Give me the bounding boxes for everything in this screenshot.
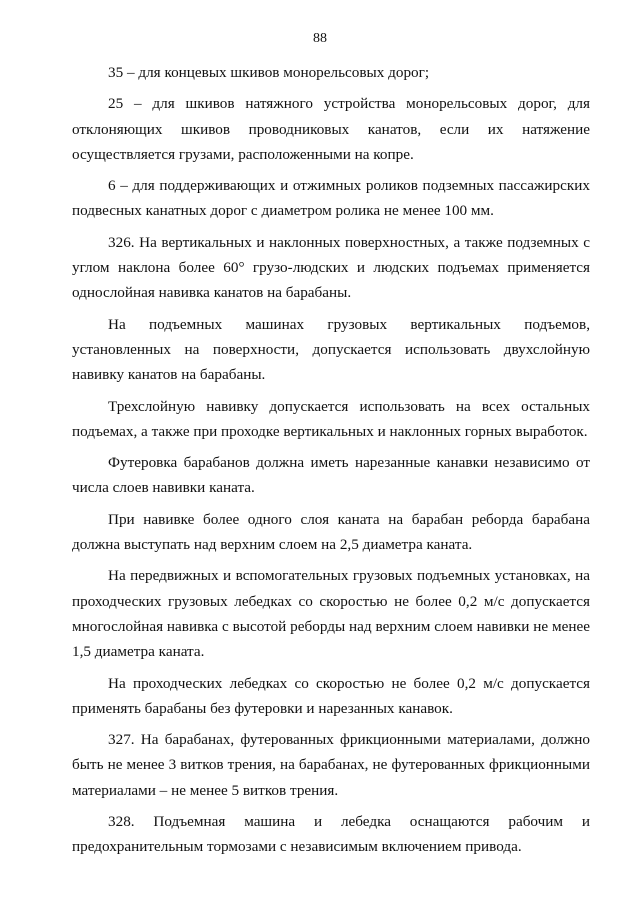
paragraph <box>72 507 590 558</box>
text-line: Трехслойную навивку допускается использовать на всех остальных <box>108 397 590 415</box>
paragraph <box>72 91 590 167</box>
paragraph <box>72 60 590 85</box>
text-line: многослойная навивка с высотой реборды над верхним слоем навивки не менее <box>72 617 590 635</box>
text-line: На передвижных и вспомогательных грузовых подъемных установках, на <box>108 567 590 585</box>
paragraph <box>72 727 590 803</box>
paragraph <box>72 563 590 664</box>
text-line: При навивке более одного слоя каната на барабан реборда барабана <box>108 510 590 528</box>
text-line: Футеровка барабанов должна иметь нарезанные канавки независимо от <box>108 454 590 472</box>
text-line: навивку канатов на барабаны. <box>72 366 266 384</box>
text-line: применять барабаны без футеровки и нарезанных канавок. <box>72 699 453 717</box>
text-line: предохранительным тормозами с независимым включением привода. <box>72 838 522 856</box>
text-line: проходческих грузовых лебедках со скоростью не более 0,2 м/с допускается <box>72 592 590 610</box>
text-line: быть не менее 3 витков трения, на барабанах, не футерованных фрикционными <box>72 756 590 774</box>
text-line: однослойная навивка канатов на барабаны. <box>72 284 352 302</box>
page-number: 88 <box>313 31 327 46</box>
text-line: 1,5 диаметра каната. <box>72 643 205 661</box>
text-line: подвесных канатных дорог с диаметром ролика не менее 100 мм. <box>72 202 494 220</box>
paragraph <box>72 312 590 388</box>
paragraph <box>72 809 590 860</box>
text-line: числа слоев навивки каната. <box>72 479 255 497</box>
text-line: подъемах, а также при проходке вертикальных и наклонных горных выработок. <box>72 422 588 440</box>
paragraph <box>72 173 590 224</box>
text-line: осуществляется грузами, расположенными на копре. <box>72 145 414 163</box>
text-line: 6 – для поддерживающих и отжимных роликов подземных пассажирских <box>108 177 590 195</box>
text-line: отклоняющих шкивов проводниковых канатов, если их натяжение <box>72 120 590 138</box>
text-line: 35 – для концевых шкивов монорельсовых дорог; <box>108 64 430 81</box>
text-line: На подъемных машинах грузовых вертикальных подъемов, <box>108 315 590 333</box>
text-line: материалами – не менее 5 витков трения. <box>72 781 339 799</box>
paragraph <box>72 230 590 306</box>
paragraph <box>72 394 590 445</box>
text-line: углом наклона более 60° грузо-людских и людских подъемах применяется <box>72 259 590 277</box>
text-line: установленных на поверхности, допускается использовать двухслойную <box>72 340 590 358</box>
text-line: должна выступать над верхним слоем на 2,5 диаметра каната. <box>72 536 473 554</box>
document-body <box>72 60 590 866</box>
text-line: 25 – для шкивов натяжного устройства монорельсовых дорог, для <box>108 95 590 113</box>
text-line: На проходческих лебедках со скоростью не более 0,2 м/с допускается <box>108 674 590 692</box>
paragraph <box>72 450 590 501</box>
text-line: 327. На барабанах, футерованных фрикционными материалами, должно <box>108 731 590 749</box>
paragraph <box>72 671 590 722</box>
text-line: 328. Подъемная машина и лебедка оснащаются рабочим и <box>108 813 590 831</box>
text-line: 326. На вертикальных и наклонных поверхностных, а также подземных с <box>108 233 590 251</box>
